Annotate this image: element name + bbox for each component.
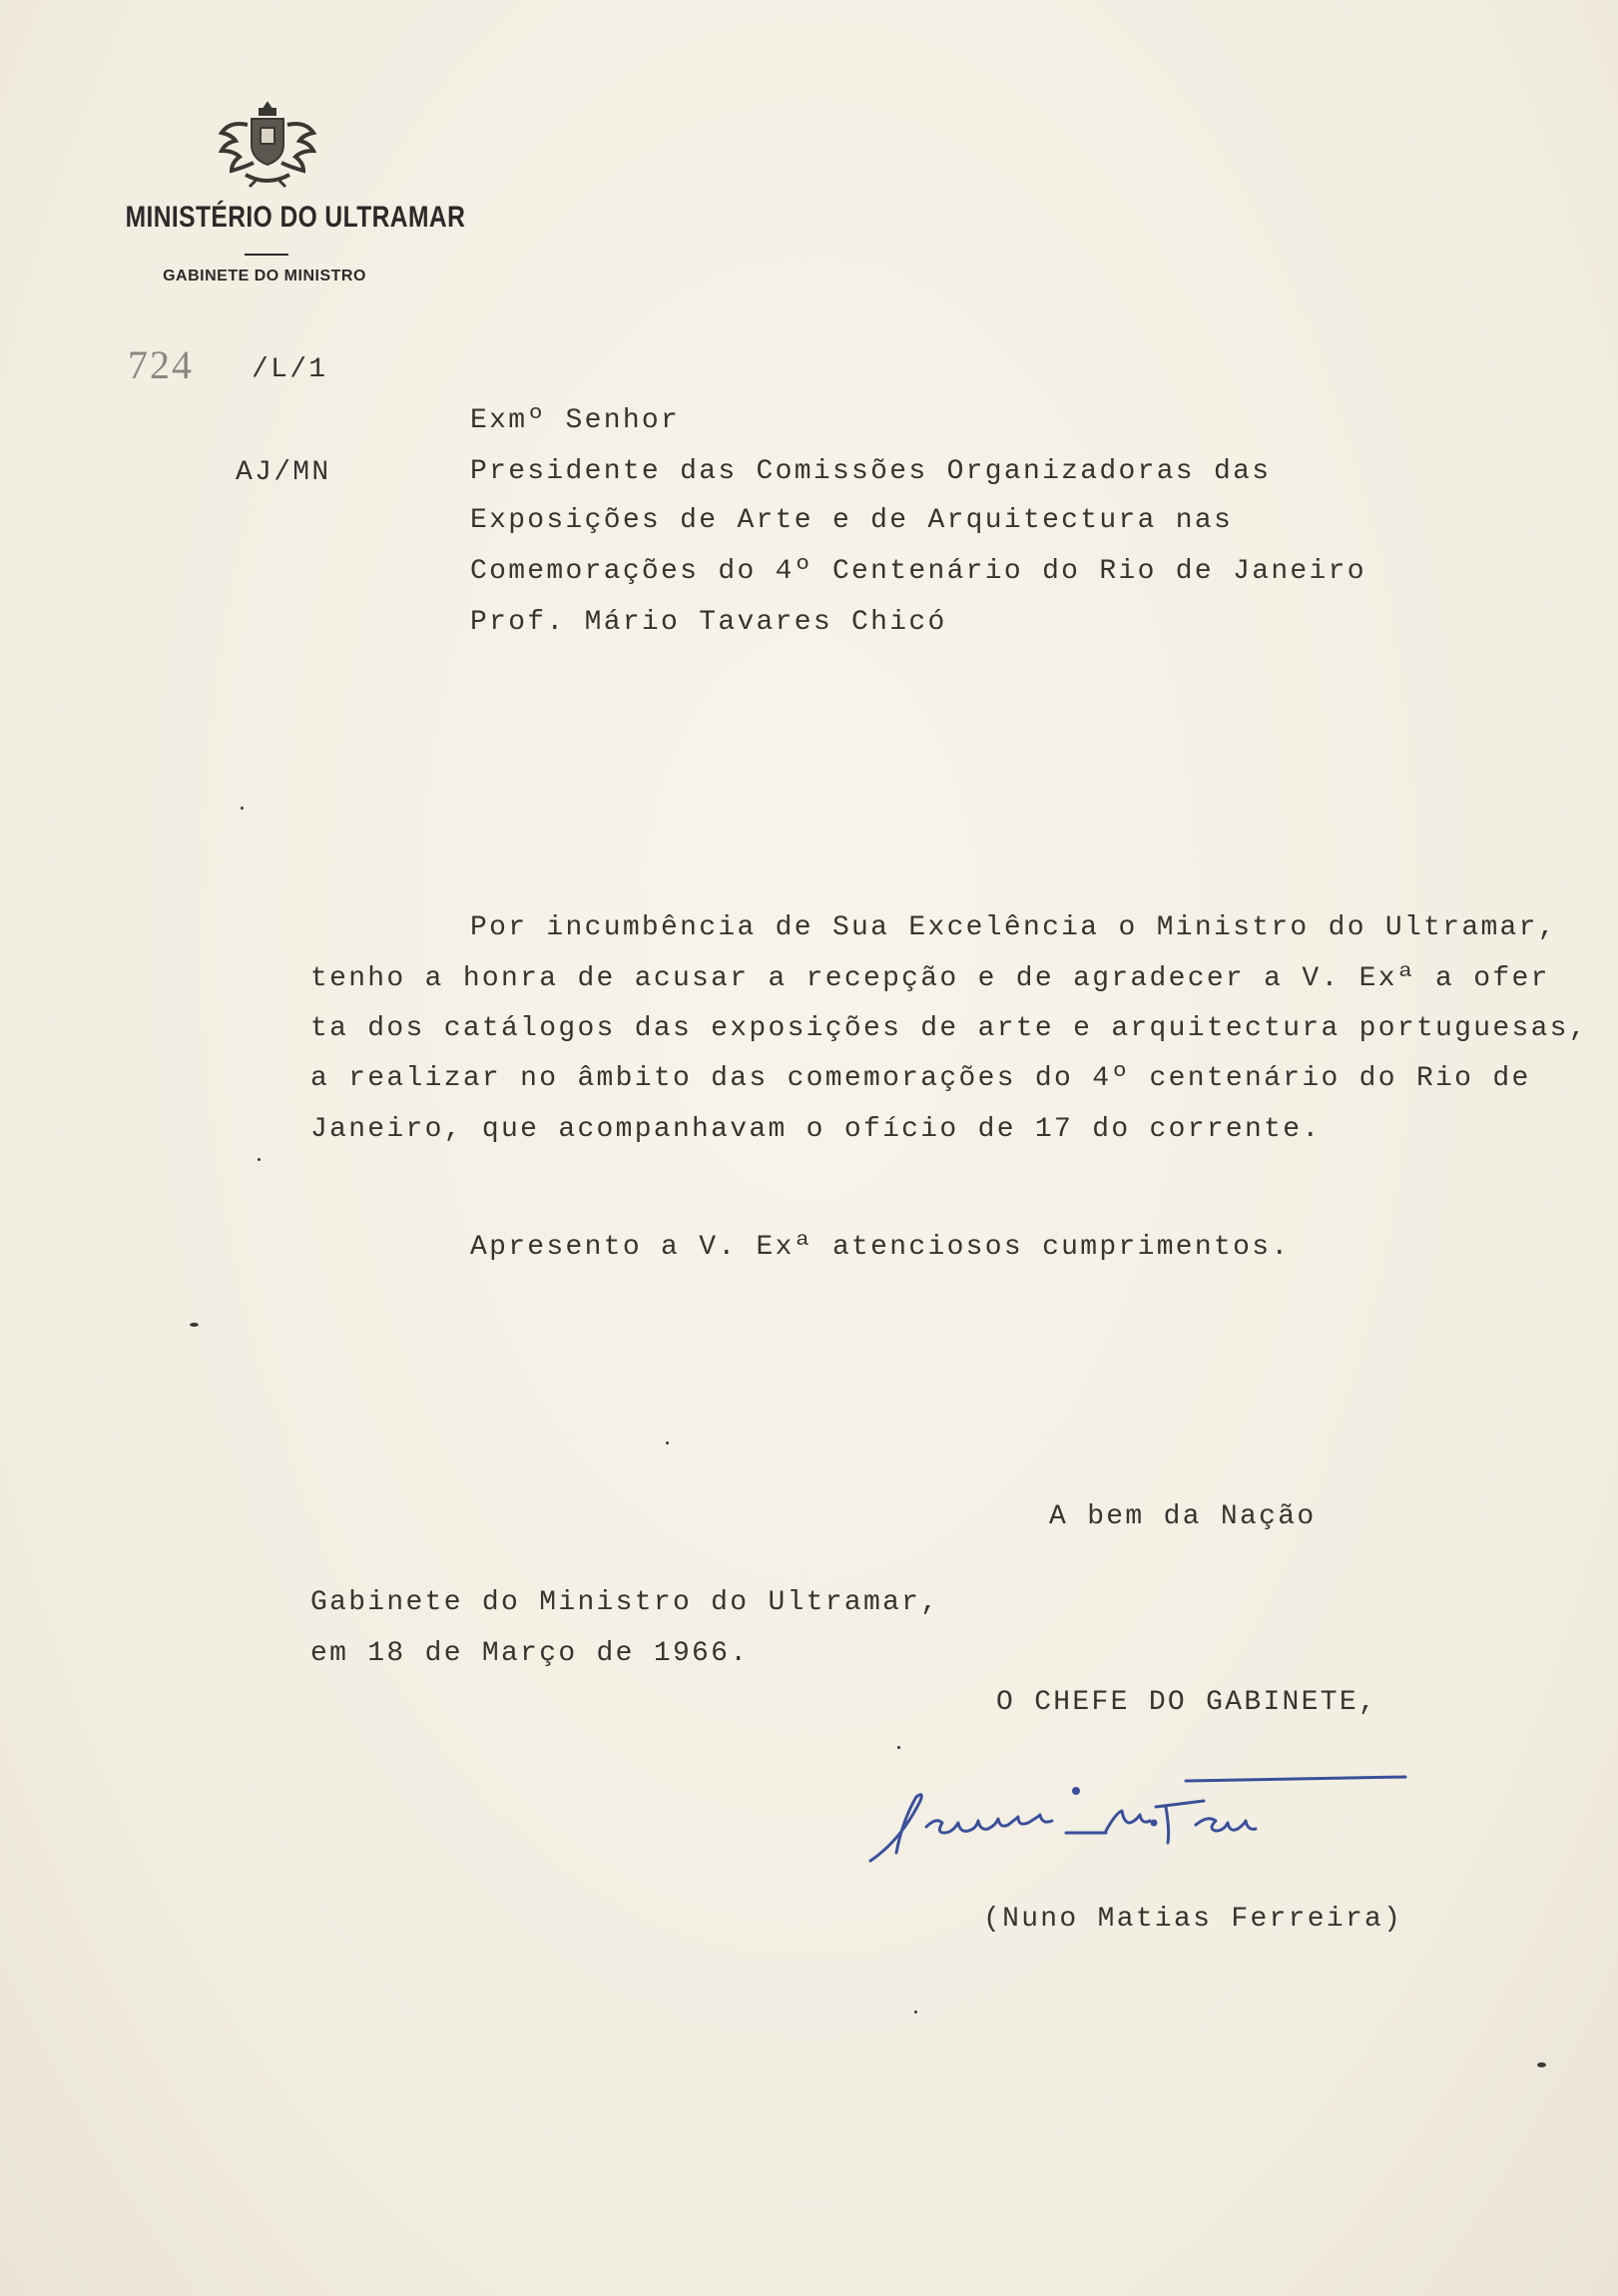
addressee-line: Prof. Mário Tavares Chicó [470, 607, 947, 638]
body-line: a realizar no âmbito das comemorações do 4º centenário do Rio de [310, 1063, 1531, 1094]
paper-speck [897, 1746, 900, 1749]
addressee-line: Comemorações do 4º Centenário do Rio de Janeiro [470, 556, 1366, 587]
signatory-title: O CHEFE DO GABINETE, [996, 1687, 1378, 1718]
addressee-line: Exmº Senhor [470, 405, 681, 436]
paper-speck [1537, 2062, 1546, 2067]
ministry-name: MINISTÉRIO DO ULTRAMAR [125, 201, 466, 234]
body-line: ta dos catálogos das exposições de arte e arquitectura portuguesas, [310, 1013, 1588, 1044]
addressee-line: Exposições de Arte e de Arquitectura nas [470, 505, 1234, 536]
addressee-line: Presidente das Comissões Organizadoras das [470, 456, 1272, 487]
paper-speck [666, 1441, 669, 1444]
handwritten-signature [856, 1767, 1460, 1877]
signatory-name: (Nuno Matias Ferreira) [983, 1904, 1403, 1935]
place-line: Gabinete do Ministro do Ultramar, [310, 1587, 940, 1618]
paper-speck [914, 2010, 917, 2013]
salutation: A bem da Nação [1049, 1501, 1317, 1532]
coat-of-arms-icon [208, 95, 327, 190]
letterhead-divider [245, 254, 288, 256]
paper-speck [258, 1158, 261, 1161]
body-line: Janeiro, que acompanhavam o ofício de 17 do corrente. [310, 1114, 1322, 1145]
reference-suffix: /L/1 [252, 354, 328, 385]
body-line: Por incumbência de Sua Excelência o Ministro do Ultramar, [470, 912, 1557, 943]
date-line: em 18 de Março de 1966. [310, 1638, 750, 1669]
office-name: GABINETE DO MINISTRO [163, 268, 366, 285]
paper-speck [241, 807, 244, 810]
body-line: tenho a honra de acusar a recepção e de agradecer a V. Exª a ofer [310, 963, 1550, 994]
closing-line: Apresento a V. Exª atenciosos cumprimentos. [470, 1232, 1291, 1263]
reference-number: 724 [128, 342, 194, 387]
reference-initials: AJ/MN [236, 457, 331, 488]
paper-speck [190, 1323, 199, 1327]
